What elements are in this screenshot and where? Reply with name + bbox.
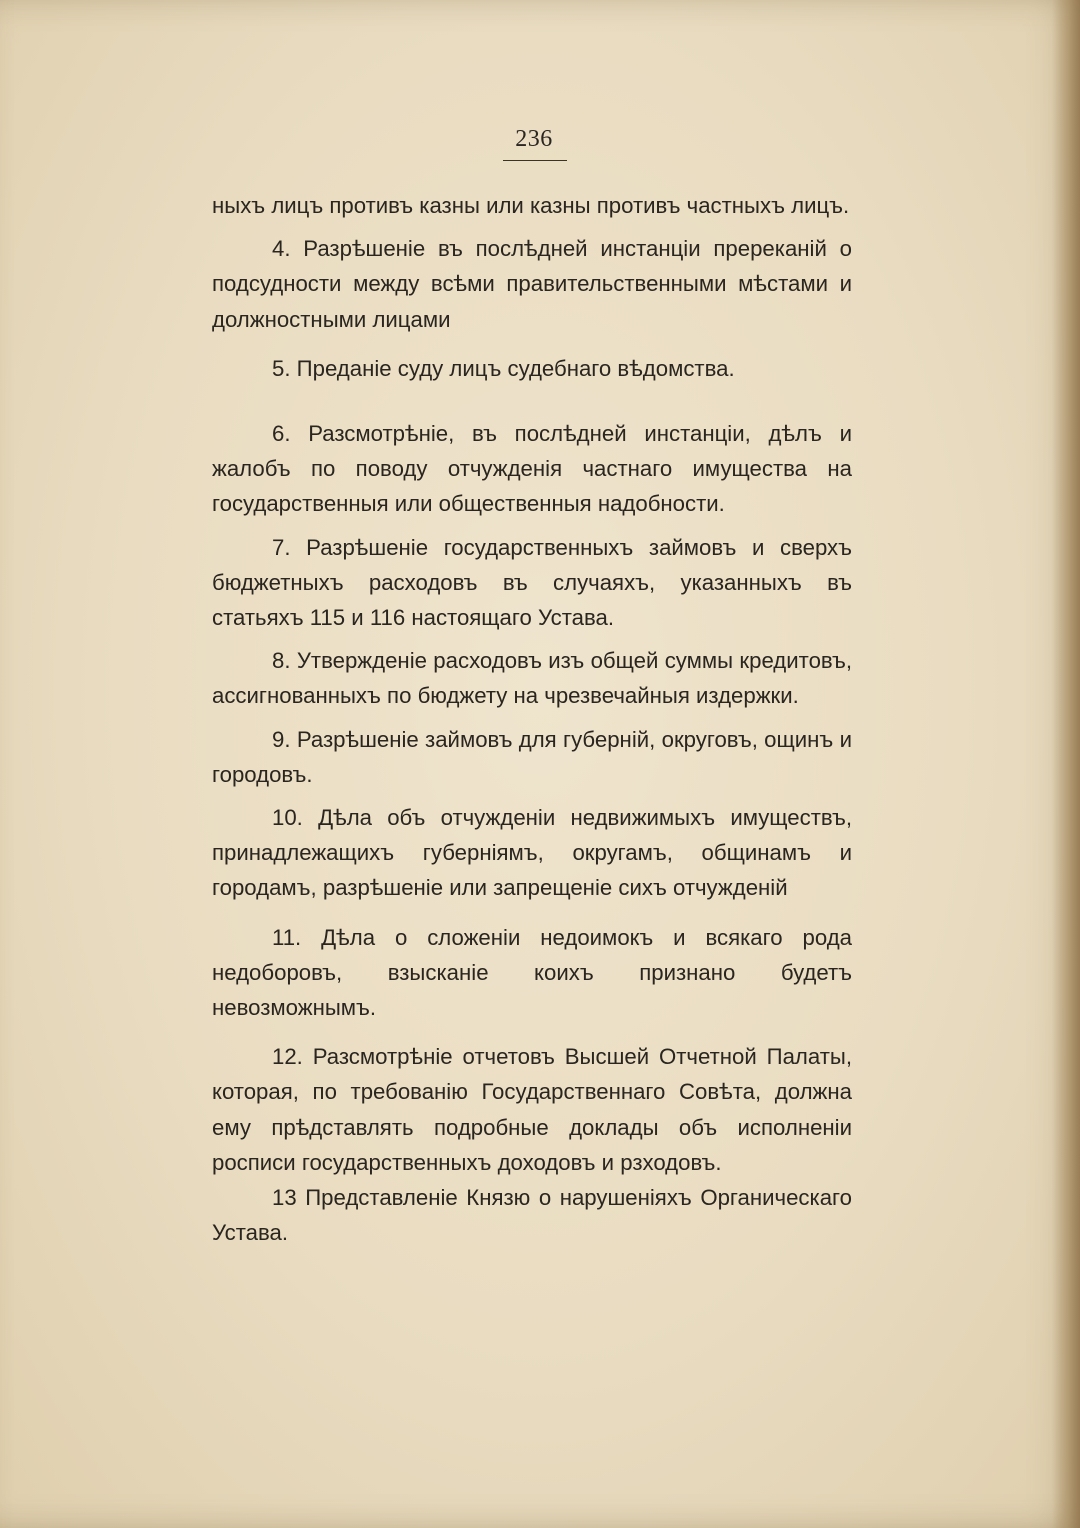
body-text (212, 188, 852, 1250)
page-edge-shadow (1052, 0, 1080, 1528)
paragraph-item-12: 12. Разсмотрѣніе отчетовъ Высшей Отчетной Палаты, которая, по требованію Государственнаго Совѣта, должна ему прѣдставлять подробные доклады объ исполненіи росписи государственныхъ доходовъ и рзходовъ. (212, 1044, 852, 1175)
paragraph-item-11: 11. Дѣла о сложеніи недоимокъ и всякаго рода недоборовъ, взысканіе коихъ признано будетъ невозможнымъ. (212, 924, 852, 1021)
paragraph-continuation: ныхъ лицъ противъ казны или казны противъ частныхъ лицъ. (212, 193, 850, 218)
paragraph-item-6: 6. Разсмотрѣніе, въ послѣдней инстанціи, дѣлъ и жалобъ по поводу отчужденія частнаго имущества на государственныя или общественныя надобности. (212, 421, 852, 517)
paragraph-item-10: 10. Дѣла объ отчужденіи недвижимыхъ имуществъ, принадлежащихъ губерніямъ, округамъ, общинамъ и городамъ, разрѣшеніе или запрещеніе сихъ отчужденій (212, 805, 852, 901)
page-number: 236 (515, 126, 553, 152)
paragraph-item-7: 7. Разрѣшеніе государственныхъ займовъ и сверхъ бюджетныхъ расходовъ въ случаяхъ, указанныхъ въ статьяхъ 115 и 116 настоящаго Устава. (212, 534, 852, 631)
paragraph-item-13: 13 Представленіе Князю о нарушеніяхъ Органическаго Устава. (212, 1185, 852, 1246)
paragraph-item-4: 4. Разрѣшеніе въ послѣдней инстанціи пререканій о подсудности между всѣми правительственными мѣстами и должностными лицами (212, 236, 852, 332)
paragraph-item-8: 8. Утвержденіе расходовъ изъ общей суммы кредитовъ, ассигнованныхъ по бюджету на чрезвечайныя издержки. (212, 648, 852, 709)
paragraph-item-9: 9. Разрѣшеніе займовъ для губерній, округовъ, ощинъ и городовъ. (212, 726, 852, 787)
paragraph-item-5: 5. Преданіе суду лицъ судебнаго вѣдомства. (272, 355, 735, 381)
page-number-rule (503, 160, 567, 161)
